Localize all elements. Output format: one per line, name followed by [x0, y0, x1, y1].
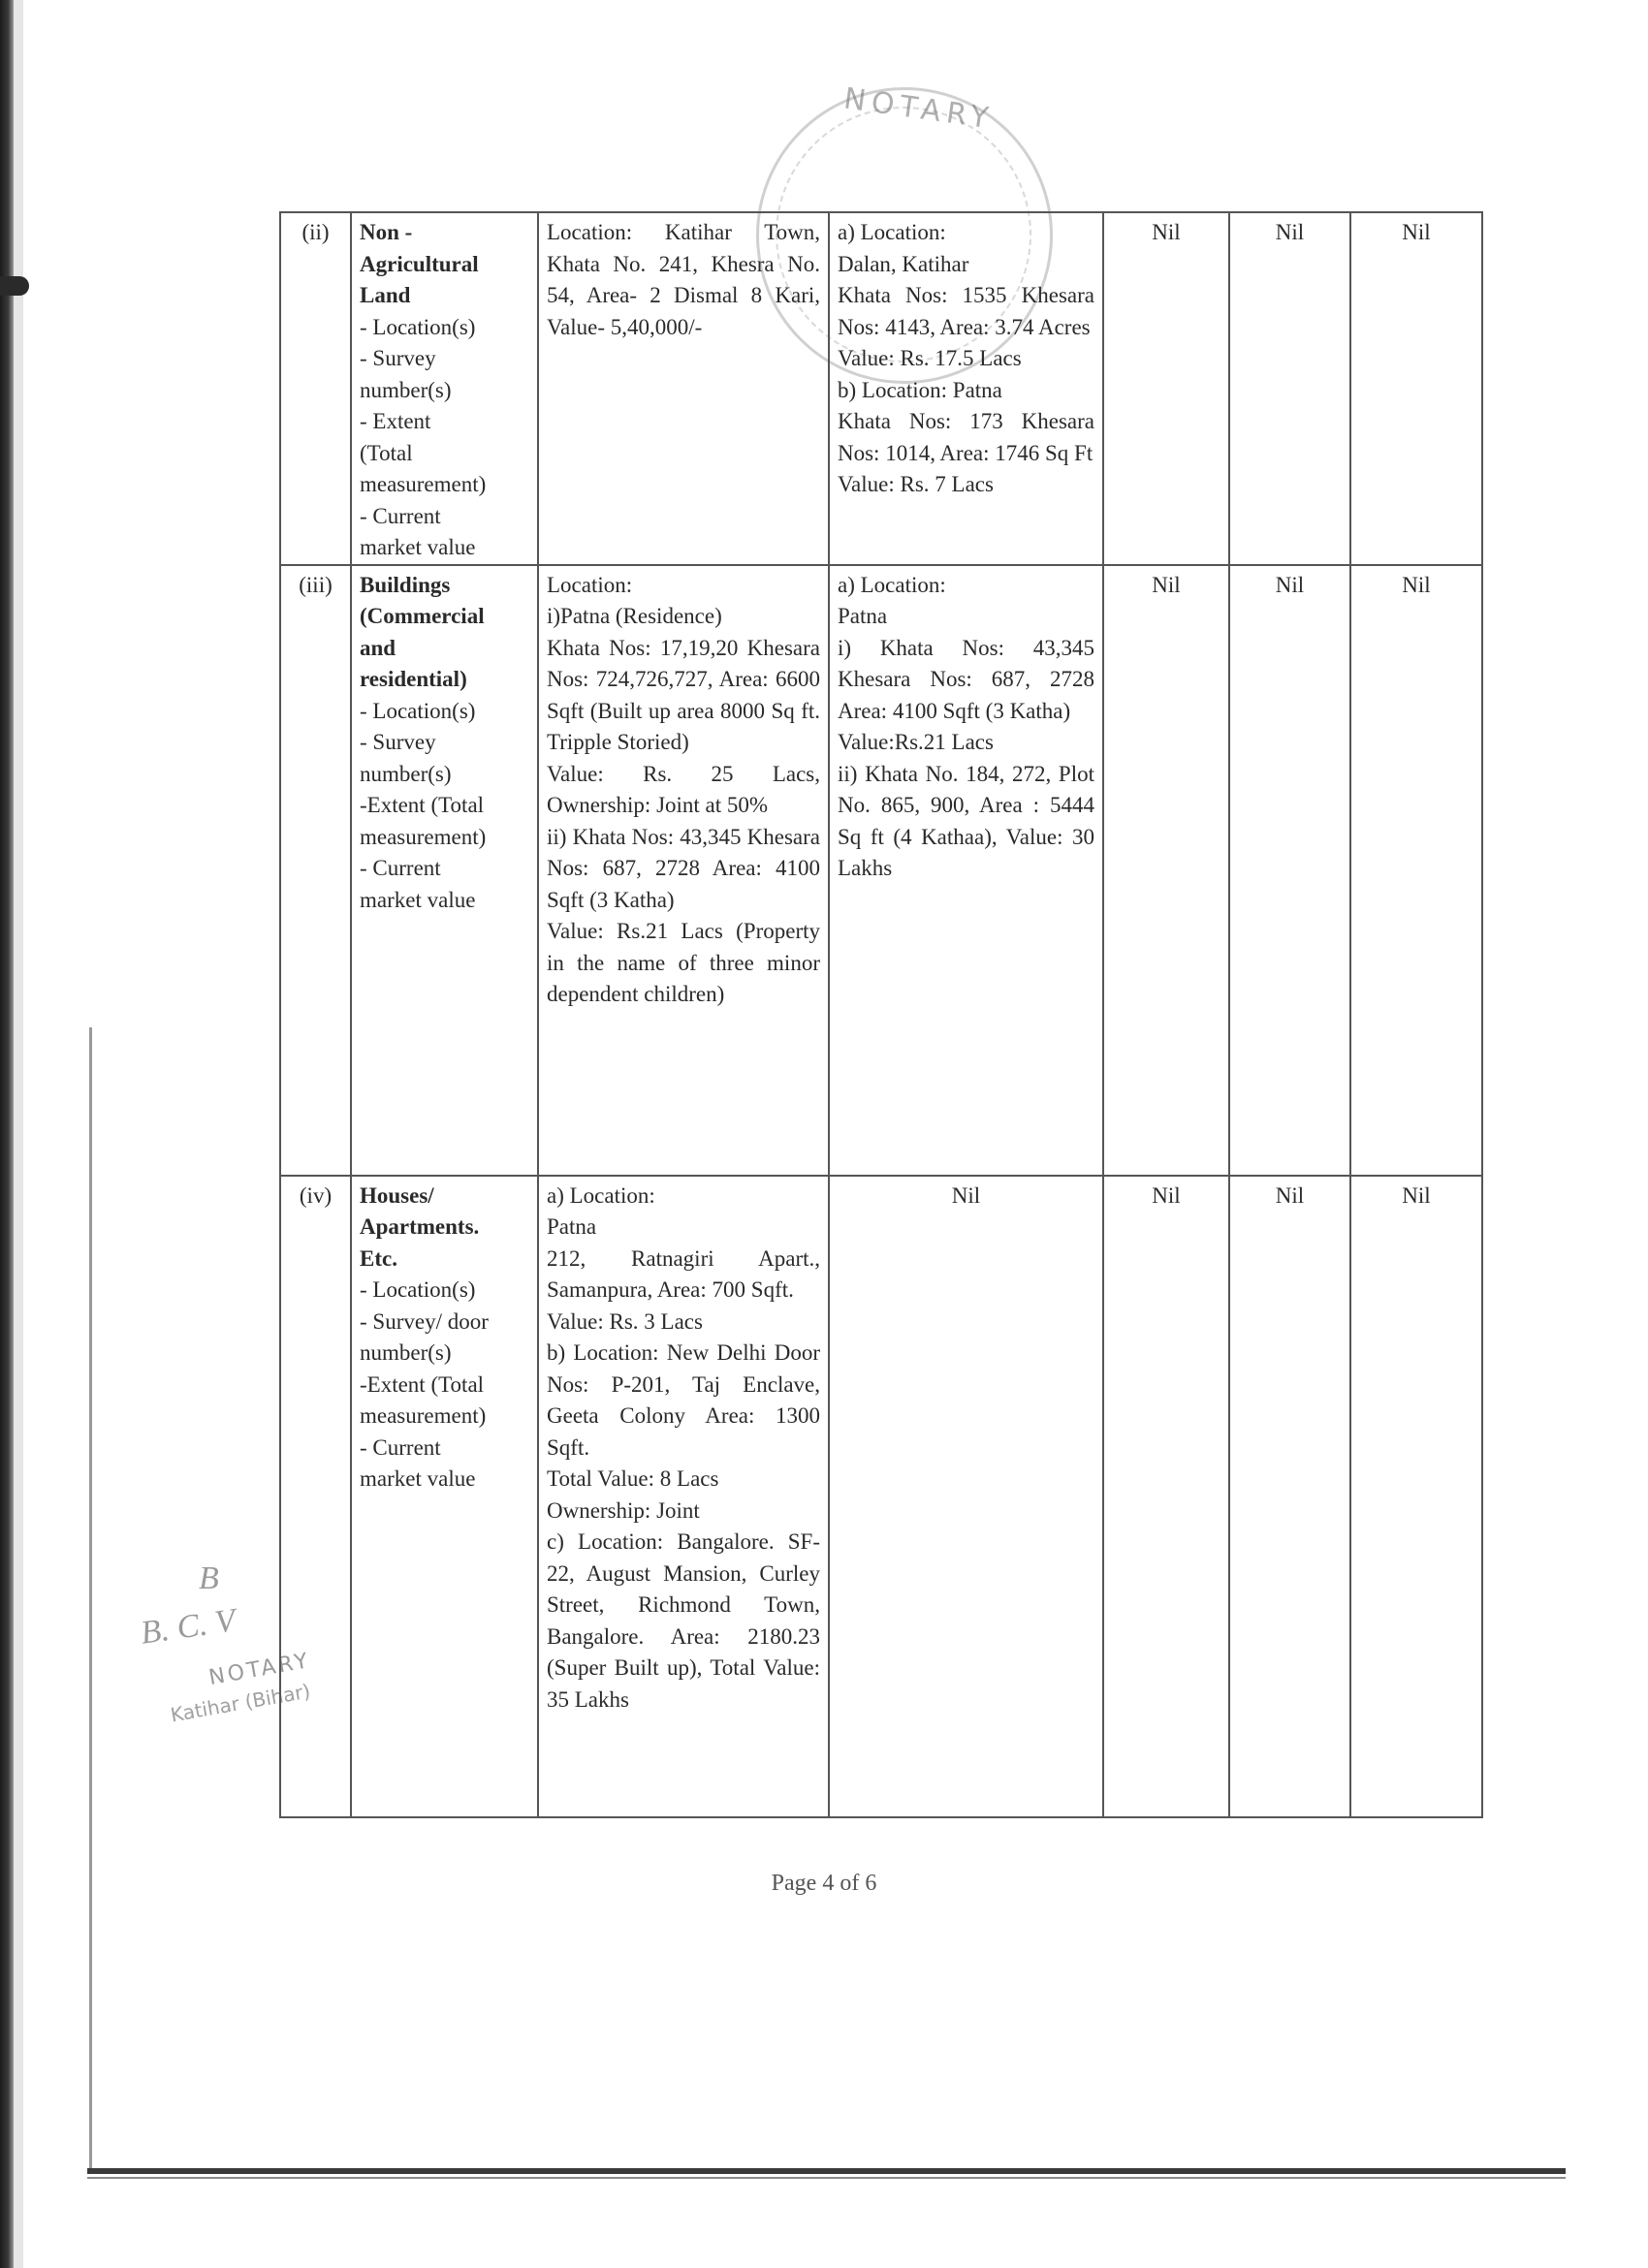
spouse-entry: Value: Rs. 7 Lacs — [838, 472, 994, 496]
notary-title: NOTARY — [206, 1648, 313, 1691]
category-item: - Survey/ door — [360, 1308, 489, 1334]
category-head-line: Land — [360, 283, 411, 307]
self-entry: Patna — [547, 1214, 597, 1239]
self-entry: ii) Khata Nos: 43,345 Khesara Nos: 687, 2728 Area: 4100 Sqft (3 Katha) — [547, 824, 820, 912]
notary-signature: B — [199, 1560, 219, 1596]
category-item: - Current — [360, 856, 441, 880]
spouse-asset-cell: Nil — [829, 1176, 1103, 1817]
category-item: measurement) — [360, 1403, 487, 1428]
category-head-line: Houses/ — [360, 1182, 434, 1208]
dependent-2-cell: Nil — [1229, 565, 1350, 1176]
asset-category-cell — [351, 1176, 538, 1817]
dependent-3-cell: Nil — [1350, 1176, 1482, 1817]
spouse-entry: Dalan, Katihar — [838, 251, 969, 276]
category-item: number(s) — [360, 377, 452, 402]
self-entry: b) Location: New Delhi Door Nos: P-201, Taj Enclave, Geeta Colony Area: 1300 Sqft. — [547, 1340, 820, 1460]
spouse-entry: Patna — [838, 604, 888, 628]
category-item: -Extent (Total — [360, 1371, 485, 1397]
notary-stamp-text: NOTARY — [841, 81, 997, 137]
dependent-3-cell: Nil — [1350, 212, 1482, 565]
asset-category-cell — [351, 212, 538, 565]
dependent-2-cell: Nil — [1229, 1176, 1350, 1817]
category-item: market value — [360, 535, 476, 559]
category-item: - Current — [360, 503, 441, 528]
spouse-entry: Value:Rs.21 Lacs — [838, 730, 994, 754]
asset-category-cell — [351, 565, 538, 1176]
dependent-1-cell: Nil — [1103, 565, 1229, 1176]
self-entry: a) Location: — [547, 1182, 655, 1208]
category-item: measurement) — [360, 824, 487, 849]
spouse-entry: ii) Khata No. 184, 272, Plot No. 865, 900, Area : 5444 Sq ft (4 Kathaa), Value: 30 Lakhs — [838, 761, 1094, 880]
spouse-entry: Value: Rs. 17.5 Lacs — [838, 346, 1022, 370]
category-item: - Location(s) — [360, 314, 476, 339]
spouse-entry: a) Location: — [838, 220, 946, 244]
category-item: - Location(s) — [360, 698, 476, 723]
category-head-line: Apartments. — [360, 1214, 480, 1239]
spouse-entry: Khata Nos: 173 Khesara Nos: 1014, Area: 1746 Sq Ft — [838, 409, 1094, 465]
category-item: - Location(s) — [360, 1277, 476, 1302]
dependent-1-cell: Nil — [1103, 212, 1229, 565]
scan-left-edge — [0, 0, 14, 2268]
category-head-line: Non - — [360, 220, 413, 244]
category-head-line: and — [360, 635, 396, 660]
self-entry: Total Value: 8 Lacs — [547, 1466, 719, 1491]
spouse-asset-cell — [829, 212, 1103, 565]
self-entry: Value: Rs. 25 Lacs, Ownership: Joint at 50% — [547, 761, 820, 817]
category-item: number(s) — [360, 761, 452, 786]
table-row — [280, 565, 1482, 1176]
spouse-entry: Khata Nos: 1535 Khesara Nos: 4143, Area: 3.74 Acres — [838, 283, 1094, 339]
dependent-2-cell: Nil — [1229, 212, 1350, 565]
scan-left-shadow — [14, 0, 23, 2268]
category-item: - Survey — [360, 730, 436, 754]
spouse-asset-cell — [829, 565, 1103, 1176]
page-number: Page 4 of 6 — [771, 1871, 877, 1896]
dependent-1-cell: Nil — [1103, 1176, 1229, 1817]
self-entry: Ownership: Joint — [547, 1497, 700, 1523]
self-entry: Location: — [547, 572, 633, 597]
scan-bottom-edge — [87, 2168, 1566, 2174]
self-asset-cell — [538, 1176, 829, 1817]
self-entry: i)Patna (Residence) — [547, 604, 722, 628]
category-item: -Extent (Total — [360, 793, 485, 817]
immovable-assets-table — [279, 211, 1483, 1818]
category-item: - Extent — [360, 409, 431, 433]
spouse-entry: i) Khata Nos: 43,345 Khesara Nos: 687, 2728 Area: 4100 Sqft (3 Katha) — [838, 635, 1094, 723]
self-entry: c) Location: Bangalore. SF-22, August Mansion, Curley Street, Richmond Town, Bangalore. Area: 2180.23 (Super Built up), Total Value: 35 Lakhs — [547, 1529, 820, 1712]
dependent-3-cell: Nil — [1350, 565, 1482, 1176]
scan-bottom-edge-thin — [87, 2177, 1566, 2179]
scan-clip-mark — [0, 276, 29, 296]
category-item: - Survey — [360, 346, 436, 370]
notary-name: B. C. V — [138, 1602, 238, 1652]
self-entry: Value: Rs.21 Lacs (Property in the name of three minor dependent children) — [547, 919, 820, 1006]
category-head-line: Agricultural — [360, 251, 479, 276]
row-serial: (iv) — [280, 1176, 351, 1817]
category-head-line: (Commercial — [360, 604, 485, 628]
category-item: market value — [360, 887, 476, 912]
category-item: number(s) — [360, 1340, 452, 1365]
category-item: market value — [360, 1466, 476, 1491]
self-entry: 212, Ratnagiri Apart., Samanpura, Area: 700 Sqft. — [547, 1245, 820, 1302]
scan-left-rule — [89, 1027, 92, 2171]
spouse-entry: a) Location: — [838, 572, 946, 597]
row-serial: (iii) — [280, 565, 351, 1176]
category-item: (Total — [360, 440, 413, 465]
table-row — [280, 1176, 1482, 1817]
category-head-line: Etc. — [360, 1245, 397, 1271]
self-entry: Value: Rs. 3 Lacs — [547, 1308, 703, 1334]
self-asset-cell — [538, 565, 829, 1176]
self-asset-cell: Location: Katihar Town, Khata No. 241, Khesra No. 54, Area- 2 Dismal 8 Kari, Value- 5,40,000/- — [538, 212, 829, 565]
spouse-entry: b) Location: Patna — [838, 377, 1002, 402]
self-entry: Khata Nos: 17,19,20 Khesara Nos: 724,726,727, Area: 6600 Sqft (Built up area 8000 Sq ft. Tripple Storied) — [547, 635, 820, 754]
category-item: - Current — [360, 1434, 441, 1460]
row-serial: (ii) — [280, 212, 351, 565]
category-item: measurement) — [360, 472, 487, 496]
notary-place: Katihar (Bihar) — [169, 1679, 312, 1727]
category-head-line: residential) — [360, 667, 467, 691]
category-head-line: Buildings — [360, 572, 451, 597]
table-row — [280, 212, 1482, 565]
